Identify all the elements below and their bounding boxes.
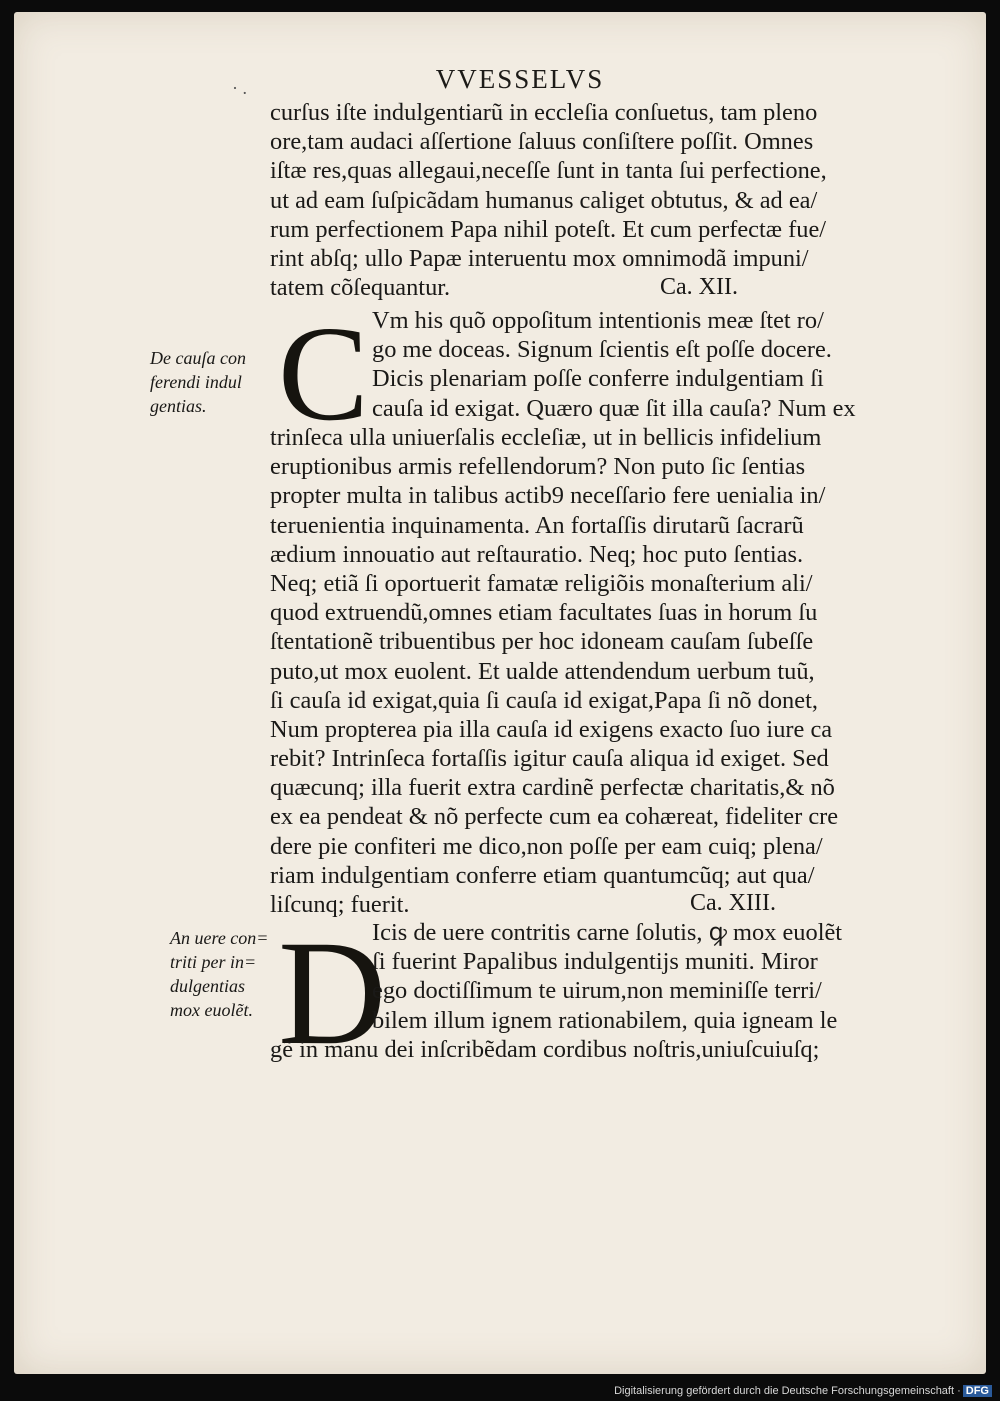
chapter-heading-xiii: Ca. XIII.	[690, 890, 776, 916]
text-line: ut ad eam ſuſpicãdam humanus caliget obtutus, & ad ea/	[270, 186, 818, 214]
margin-note-line: gentias.	[150, 396, 207, 416]
margin-note-line: dulgentias	[170, 976, 245, 996]
margin-note-2	[170, 926, 300, 1022]
text-block-3	[270, 1035, 930, 1064]
text-line: cauſa id exigat. Quæro quæ ſit illa cauſa? Num ex	[372, 394, 856, 422]
text-line: puto,ut mox euolent. Et ualde attendendum uerbum tuũ,	[270, 657, 815, 685]
text-line: riam indulgentiam conferre etiam quantumcũq; aut qua/	[270, 861, 815, 889]
text-line: Icis de uere contritis carne ſolutis, ꝙ mox euolẽt	[372, 919, 843, 946]
text-line: Num propterea pia illa cauſa id exigens exacto ſuo iure ca	[270, 715, 833, 743]
text-line: ſi cauſa id exigat,quia ſi cauſa id exigat,Papa ſi nõ donet,	[270, 686, 818, 714]
text-block-2	[270, 423, 930, 919]
footer-text: Digitalisierung gefördert durch die Deutsche Forschungsgemeinschaft ·	[614, 1385, 961, 1397]
text-line: rint abſq; ullo Papæ interuentu mox omnimodã impuni/	[270, 244, 809, 272]
text-line: trinſeca ulla uniuerſalis eccleſiæ, ut in bellicis infidelium	[270, 424, 822, 451]
text-line: propter multa in talibus actib9 neceſſario fere uenialia in/	[270, 482, 826, 510]
chapter-heading-xii: Ca. XII.	[660, 274, 738, 300]
dropcap-c: C	[278, 299, 369, 449]
text-line: liſcunq; fuerit.	[270, 891, 410, 918]
dfg-logo: DFG	[963, 1385, 992, 1397]
text-line: tatem cõſequantur.	[270, 274, 451, 302]
text-line: ego doctiſſimum te uirum,non meminiſſe terri/	[372, 977, 822, 1005]
text-line: Neq; etiã ſi oportuerit famatæ religiõis monaſterium ali/	[270, 569, 813, 597]
text-line: iſtæ res,quas allegaui,neceſſe ſunt in tanta ſui perfectione,	[270, 157, 827, 185]
text-line: eruptionibus armis refellendorum? Non puto ſic ſentias	[270, 453, 806, 481]
margin-note-line: De cauſa con	[150, 348, 246, 368]
text-block-2-indented	[270, 306, 930, 423]
text-line: rum perfectionem Papa nihil poteſt. Et cum perfectæ fue/	[270, 215, 827, 243]
margin-note-line: An uere con=	[170, 928, 269, 948]
text-block-3-indented	[270, 918, 930, 1035]
dropcap-d: D	[278, 910, 387, 1076]
margin-note-line: mox euolẽt.	[170, 1000, 253, 1020]
text-line: ſi fuerint Papalibus indulgentijs muniti. Miror	[372, 948, 818, 976]
text-line: rebit? Intrinſeca fortaſſis igitur cauſa aliqua id exiget. Sed	[270, 745, 829, 773]
text-line: Vm his quõ oppoſitum intentionis meæ ſtet ro/	[372, 307, 824, 334]
text-line: ex ea pendeat & nõ perfecte cum ea cohæreat, fideliter cre	[270, 803, 839, 831]
text-line: Dicis plenariam poſſe conferre indulgentiam ſi	[372, 365, 824, 393]
text-line: curſus iſte indulgentiarũ in eccleſia conſuetus, tam pleno	[270, 99, 818, 126]
text-line: dere pie confiteri me dico,non poſſe per eam cuiq; plena/	[270, 832, 823, 860]
text-line: quæcunq; illa fuerit extra cardinẽ perfectæ charitatis,& nõ	[270, 774, 835, 802]
running-header: VVESSELVS	[435, 64, 605, 94]
page-mark: · .	[232, 78, 247, 98]
text-line: ore,tam audaci aſſertione ſaluus conſiſtere poſſit. Omnes	[270, 128, 814, 156]
margin-note-line: ferendi indul	[150, 372, 242, 392]
text-line: quod extruendũ,omnes etiam facultates ſuas in horum ſu	[270, 599, 818, 627]
footer-credit	[614, 1385, 992, 1397]
text-line: ædium innouatio aut reſtauratio. Neq; hoc puto ſentias.	[270, 540, 804, 568]
text-line: teruenientia inquinamenta. An fortaſſis dirutarũ ſacrarũ	[270, 511, 804, 539]
text-line: go me doceas. Signum ſcientis eſt poſſe docere.	[372, 336, 832, 364]
margin-note-line: triti per in=	[170, 952, 257, 972]
text-block-1	[270, 98, 930, 302]
margin-note-1	[150, 346, 280, 418]
text-line: bilem illum ignem rationabilem, quia igneam le	[372, 1006, 838, 1034]
text-line: ſtentationẽ tribuentibus per hoc idoneam cauſam ſubeſſe	[270, 628, 814, 656]
text-line: gẽ in manu dei inſcribẽdam cordibus noſtris,uniuſcuiuſq;	[270, 1036, 820, 1063]
